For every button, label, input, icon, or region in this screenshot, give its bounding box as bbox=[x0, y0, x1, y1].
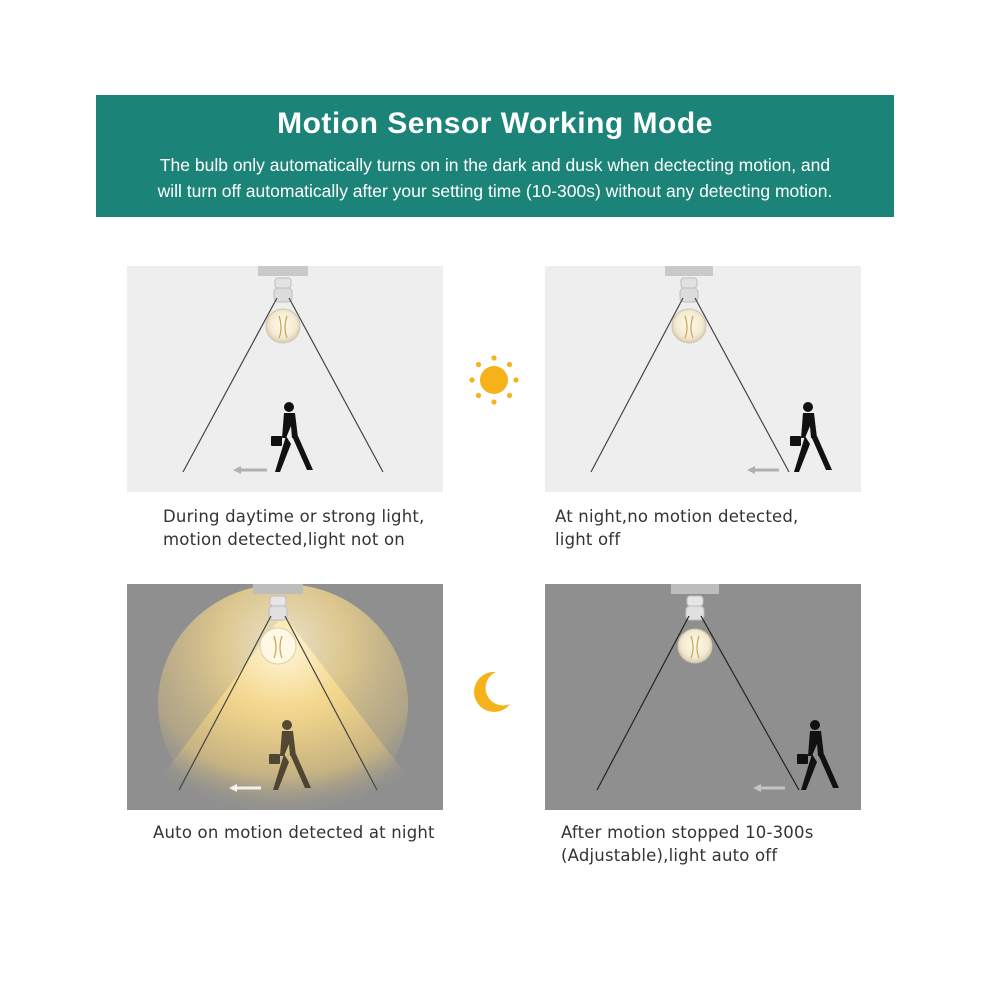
caption-line: Auto on motion detected at night bbox=[153, 823, 435, 842]
caption-line: (Adjustable),light auto off bbox=[561, 846, 778, 865]
sun-icon bbox=[466, 352, 522, 408]
caption-night-motion bbox=[153, 821, 435, 844]
panel-night-no-motion bbox=[545, 266, 861, 492]
caption-auto-off bbox=[561, 821, 814, 867]
panel-light-auto-off bbox=[545, 584, 861, 810]
header-banner bbox=[96, 95, 894, 217]
description-line-1: The bulb only automatically turns on in the dark and dusk when dectecting motion, and bbox=[159, 155, 831, 175]
ceiling-mount bbox=[671, 584, 719, 594]
ceiling-mount bbox=[253, 584, 303, 594]
caption-line: light off bbox=[555, 530, 621, 549]
ceiling-mount bbox=[665, 266, 713, 276]
caption-line: motion detected,light not on bbox=[163, 530, 405, 549]
panel-day-motion bbox=[127, 266, 443, 492]
moon-icon bbox=[466, 668, 514, 716]
caption-line: At night,no motion detected, bbox=[555, 507, 799, 526]
caption-line: After motion stopped 10-300s bbox=[561, 823, 814, 842]
panel-night-motion-light-on bbox=[127, 584, 443, 810]
ceiling-mount bbox=[258, 266, 308, 276]
caption-night-no-motion bbox=[555, 505, 798, 551]
caption-line: During daytime or strong light, bbox=[163, 507, 425, 526]
caption-day-motion bbox=[163, 505, 424, 551]
description-line-2: will turn off automatically after your setting time (10-300s) without any detecting motion. bbox=[157, 181, 833, 201]
header-description bbox=[96, 152, 894, 204]
page-title: Motion Sensor Working Mode bbox=[277, 107, 713, 140]
